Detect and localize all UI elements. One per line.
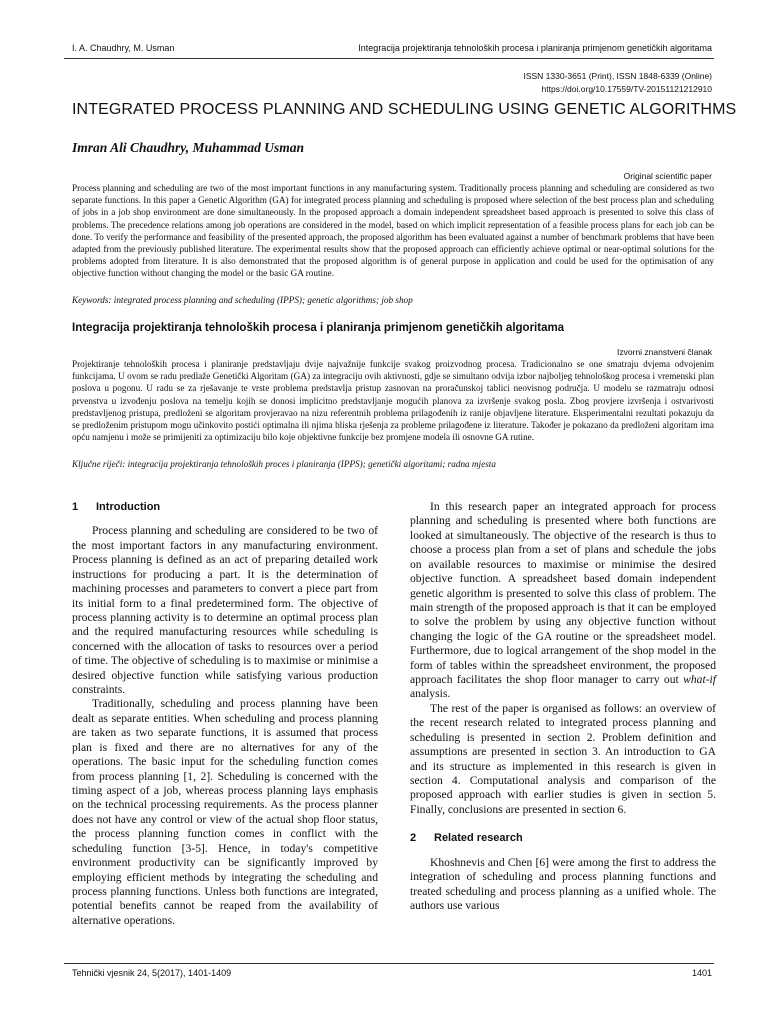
section-number: 1 — [72, 501, 79, 513]
related-paragraph-1: Khoshnevis and Chen [6] were among the first to address the integration of scheduling and process planning functions and treated scheduling and process planning as a unified whole. The authors use various — [410, 855, 716, 912]
left-column — [72, 500, 378, 928]
issn-block — [523, 70, 712, 96]
intro-paragraph-1: Process planning and scheduling are considered to be two of the most important factors in any manufacturing environment. Process planning is defined as an act of preparing detailed work instructions for producing a part. It is the determination of machining processes and parameters to convert a piece part from its initial form to a final predetermined form. The objective of process planning activity is to determine an optimal process plan and the required manufacturing resources while scheduling is concerned with the allocation of tasks to resources over a period of time. The objective of scheduling is to maximise or minimise a desired objective function while satisfying various production constraints. — [72, 524, 378, 697]
section-title: Introduction — [96, 501, 161, 513]
section-heading-introduction — [72, 500, 378, 514]
intro-paragraph-3-text: In this research paper an integrated approach for process planning and scheduling is presented where both functions are looked at simultaneously. The objective of the research is thus to choose a process plan from a set of plans and schedule the jobs on available resources to maximise or minimise the desired objective function. A spreadsheet based domain independent genetic algorithm is presented to solve this class of problem. The main strength of the proposed approach is that it can be employed to solve the problem by using any objective function without changing the logic of the GA routine or the spreadsheet model. Furthermore, due to logical arrangement of the shop model in the form of tables within the spreadsheet environment, the proposed approach facilitates the shop floor manager to carry out — [410, 500, 716, 687]
right-column — [410, 500, 716, 913]
intro-paragraph-2: Traditionally, scheduling and process planning have been dealt as separate entities. When scheduling and process planning are taken as two separate functions, it is assumed that process plan is fixed and there are no alternatives for any of the operations. The basic input for the scheduling function comes from process planning [1, 2]. Scheduling is concerned with the timing aspect of a job, whereas process planning lays emphasis on the technical processing requirements. As the process planner does not have any control or view of the actual shop floor status, the process planning function comes in conflict with the scheduling function [3-5]. Hence, in today's competitive environment productivity can be significantly improved by employing efficient methods by integrating the scheduling and process planning functions. Unless both functions are integrated, potential benefits cannot be reaped from the availability of alternative operations. — [72, 697, 378, 927]
issn-line: ISSN 1330-3651 (Print), ISSN 1848-6339 (Online) — [523, 71, 712, 81]
header-rule — [64, 58, 714, 59]
doi-line: https://doi.org/10.17559/TV-20151121212910 — [541, 84, 712, 94]
intro-paragraph-4: The rest of the paper is organised as follows: an overview of the recent research related to integrated process planning and scheduling is presented in section 2. Problem definition and assumptions are presented in section 3. An introduction to GA and its structure as implemented in this research is given in section 4. Computational analysis and comparison of the proposed approach with earlier studies is given in section 5. Finally, conclusions are presented in section 6. — [410, 701, 716, 816]
what-if-emphasis: what-if — [683, 673, 716, 687]
footer-journal: Tehnički vjesnik 24, 5(2017), 1401-1409 — [72, 968, 232, 978]
footer-page-number: 1401 — [691, 968, 712, 978]
paper-title: INTEGRATED PROCESS PLANNING AND SCHEDULING USING GENETIC ALGORITHMS — [72, 101, 737, 118]
section-title: Related research — [434, 832, 523, 845]
intro-paragraph-3 — [410, 500, 716, 702]
footer-rule — [64, 963, 714, 964]
abstract-en: Process planning and scheduling are two of the most important functions in any manufacturing system. Traditionally process planning and scheduling are considered as two separate functions. In this paper a Genetic Algorithm (GA) for integrated process planning and scheduling is proposed where selection of the best process plan and scheduling of jobs in a job shop environment are done simultaneously. In the proposed approach a domain independent spreadsheet based approach is presented to solve this class of problems. The precedence relations among job operations are considered in the model, based on which implicit representation of a feasible process plans for each job can be done. To verify the performance and feasibility of the presented approach, the proposed algorithm has been evaluated against a number of benchmark problems that have been adapted from the previously published literature. The experimental results show that the proposed approach can efficiently achieve optimal or near-optimal solutions for the problems adopted from literature. It is also demonstrated that the proposed algorithm is of general purpose in application and could be used for the optimisation of any objective function without changing the model or the basic GA routine. — [72, 183, 714, 279]
intro-paragraph-3-end: analysis. — [410, 687, 451, 701]
running-header-title: Integracija projektiranja tehnoloških procesa i planiranja primjenom genetičkih algoritama — [358, 43, 712, 53]
section-heading-related-research — [410, 831, 716, 845]
keywords-hr: Ključne riječi: integracija projektiranja tehnoloških proces i planiranja (IPPS); genetički algoritami; radna mjesta — [72, 459, 496, 469]
paper-authors: Imran Ali Chaudhry, Muhammad Usman — [72, 140, 304, 155]
section-number: 2 — [410, 832, 417, 845]
abstract-hr: Projektiranje tehnoloških procesa i planiranje predstavljaju dvije najvažnije funkcije svakog proizvodnog procesa. Tradicionalno se one smatraju dvjema odvojenim funkcijama. U ovom se radu predlaže Genetički Algoritam (GA) za integraciju ovih aktivnosti, gdje se simultano odvija izbor najboljeg tehnološkog procesa i vremenski plan poslova u pogonu. U radu se za rješavanje te vrste problema predstavlja pristup zasnovan na proračunskoj tablici neovisnog područja. U modelu se razmatraju odnosi prvenstva u izvođenju poslova na temelju kojih se donosi implicitno predstavljanje mogućih planova za izvršenje svakog posla. Zbog provjere izvršenja i ostvarivosti predstavljenog pristupa, predloženi se algoritam provjeravao na nizu referentnih problema prilagođenih iz ranije objavljene literature. Eksperimentalni rezultati pokazuju da se predloženim pristupom mogu učinkovito postići optimalna ili njima bliska rješenja za probleme prilagođene iz literature. Također je pokazano da predloženi algoritam ima opću namjenu i može se primijeniti za optimizaciju bilo koje objektivne funkcije bez promjene modela ili osnovne GA rutine. — [72, 359, 714, 443]
running-header-authors: I. A. Chaudhry, M. Usman — [72, 43, 175, 53]
croatian-title: Integracija projektiranja tehnoloških procesa i planiranja primjenom genetičkih algoritama — [72, 322, 565, 334]
paper-type-label-hr: Izvorni znanstveni članak — [617, 347, 712, 357]
paper-type-label: Original scientific paper — [623, 171, 712, 181]
keywords-en: Keywords: integrated process planning and scheduling (IPPS); genetic algorithms; job shop — [72, 295, 413, 305]
